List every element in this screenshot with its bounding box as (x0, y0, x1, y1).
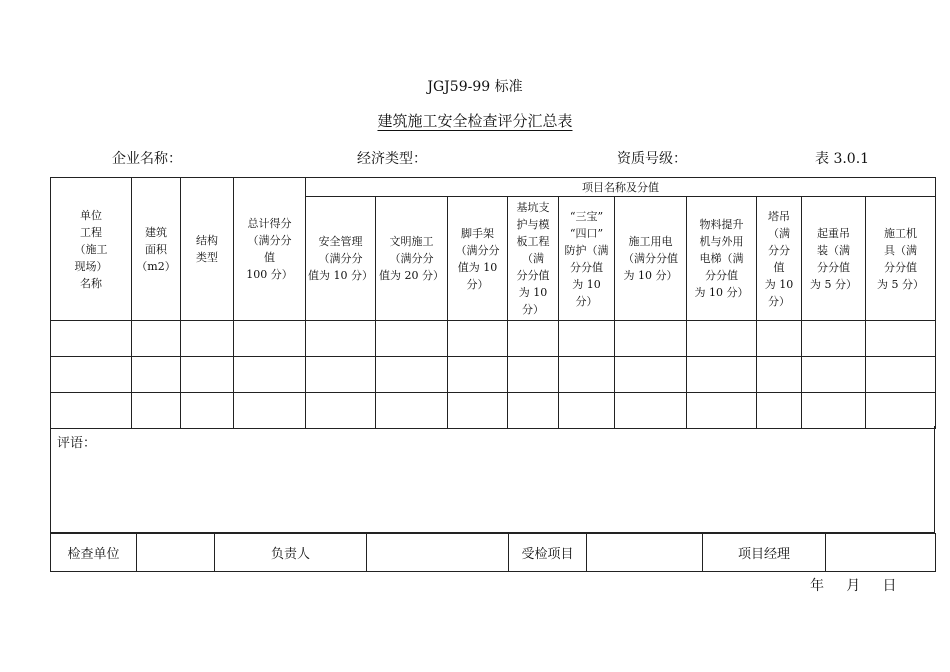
table-cell[interactable] (51, 357, 132, 393)
col-group-items: 项目名称及分值 (306, 178, 936, 197)
table-cell[interactable] (234, 321, 306, 357)
col-machinery: 施工机 具（满 分分值 为 5 分） (866, 197, 936, 321)
table-number: 表 3.0.1 (815, 151, 870, 167)
col-lifting: 起重吊 装（满 分分值 为 5 分） (802, 197, 866, 321)
comment-box[interactable] (50, 426, 935, 533)
table-cell[interactable] (508, 393, 559, 429)
responsible-field[interactable] (367, 534, 509, 572)
table-cell[interactable] (687, 321, 757, 357)
table-cell[interactable] (376, 393, 448, 429)
table-cell[interactable] (866, 321, 936, 357)
table-cell[interactable] (376, 357, 448, 393)
table-cell[interactable] (802, 321, 866, 357)
table-cell[interactable] (181, 393, 234, 429)
table-cell[interactable] (376, 321, 448, 357)
inspect-unit-field[interactable] (137, 534, 215, 572)
table-cell[interactable] (306, 393, 376, 429)
comment-label: 评语： (57, 436, 97, 451)
table-cell[interactable] (559, 357, 615, 393)
signature-table (50, 533, 936, 572)
responsible-label: 负责人 (215, 534, 367, 572)
table-cell[interactable] (306, 357, 376, 393)
economy-type-label: 经济类型： (357, 151, 427, 167)
table-cell[interactable] (181, 357, 234, 393)
score-summary-table (50, 177, 936, 429)
col-structure-type: 结构 类型 (181, 178, 234, 321)
table-cell[interactable] (181, 321, 234, 357)
table-row (51, 321, 936, 357)
table-cell[interactable] (757, 357, 802, 393)
table-cell[interactable] (132, 321, 181, 357)
table-cell[interactable] (508, 321, 559, 357)
table-cell[interactable] (559, 321, 615, 357)
date-line: 年 月 日 (810, 578, 897, 594)
project-manager-label: 项目经理 (703, 534, 826, 572)
table-cell[interactable] (508, 357, 559, 393)
qualification-grade-label: 资质号级： (617, 151, 687, 167)
table-cell[interactable] (866, 393, 936, 429)
table-cell[interactable] (802, 393, 866, 429)
table-cell[interactable] (615, 393, 687, 429)
col-total-score: 总计得分 （满分分 值 100 分） (234, 178, 306, 321)
table-cell[interactable] (306, 321, 376, 357)
table-cell[interactable] (757, 321, 802, 357)
table-cell[interactable] (51, 393, 132, 429)
col-civilized-construction: 文明施工 （满分分 值为 20 分） (376, 197, 448, 321)
table-cell[interactable] (448, 321, 508, 357)
table-cell[interactable] (559, 393, 615, 429)
table-cell[interactable] (234, 393, 306, 429)
table-cell[interactable] (615, 357, 687, 393)
project-manager-field[interactable] (826, 534, 936, 572)
table-cell[interactable] (448, 357, 508, 393)
col-unit-name: 单位 工程 （施工 现场） 名称 (51, 178, 132, 321)
table-cell[interactable] (132, 393, 181, 429)
table-cell[interactable] (687, 357, 757, 393)
col-tower-crane: 塔吊 （满 分分 值 为 10 分） (757, 197, 802, 321)
col-hoist-elevator: 物料提升 机与外用 电梯（满 分分值 为 10 分） (687, 197, 757, 321)
form-title (0, 110, 950, 131)
table-cell[interactable] (51, 321, 132, 357)
inspect-unit-label: 检查单位 (51, 534, 137, 572)
inspected-project-field[interactable] (587, 534, 703, 572)
col-safety-management: 安全管理 （满分分 值为 10 分） (306, 197, 376, 321)
form-title-text: 建筑施工安全检查评分汇总表 (377, 112, 573, 130)
enterprise-name-label: 企业名称： (112, 151, 182, 167)
table-cell[interactable] (132, 357, 181, 393)
table-cell[interactable] (448, 393, 508, 429)
col-scaffold: 脚手架 （满分分 值为 10 分） (448, 197, 508, 321)
col-electricity: 施工用电 （满分分值 为 10 分） (615, 197, 687, 321)
table-cell[interactable] (234, 357, 306, 393)
table-cell[interactable] (802, 357, 866, 393)
col-building-area: 建筑 面积 （m2） (132, 178, 181, 321)
table-cell[interactable] (866, 357, 936, 393)
table-cell[interactable] (757, 393, 802, 429)
col-three-treasures-four-openings: “三宝” “四口” 防护（满 分分值 为 10 分） (559, 197, 615, 321)
table-row (51, 393, 936, 429)
table-cell[interactable] (687, 393, 757, 429)
table-row (51, 357, 936, 393)
col-foundation-formwork: 基坑支 护与模 板工程 （满 分分值 为 10 分） (508, 197, 559, 321)
table-cell[interactable] (615, 321, 687, 357)
inspected-project-label: 受检项目 (509, 534, 587, 572)
standard-code: JGJ59-99 标准 (427, 79, 523, 95)
